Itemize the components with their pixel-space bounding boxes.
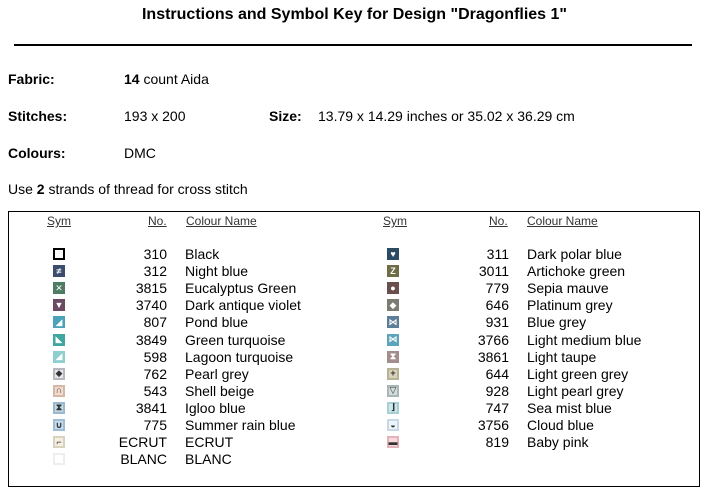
cup-icon: ∪ bbox=[53, 419, 65, 431]
instruction-note bbox=[8, 181, 248, 197]
size-value: 13.79 x 14.29 inches or 35.02 x 36.29 cm bbox=[318, 108, 575, 124]
colour-name: Shell beige bbox=[185, 382, 255, 399]
colour-name-header-left: Colour Name bbox=[186, 214, 257, 228]
note-prefix: Use bbox=[8, 181, 37, 197]
colour-name: Dark antique violet bbox=[185, 297, 301, 314]
half-circle-icon: ◒ bbox=[387, 419, 399, 431]
bowtie-small-icon: ⋈ bbox=[388, 334, 398, 344]
dmc-number: 3740 bbox=[135, 297, 167, 314]
dmc-number: 747 bbox=[485, 399, 509, 416]
dmc-number: ECRUT bbox=[118, 434, 167, 451]
dmc-number: 543 bbox=[143, 382, 167, 399]
dmc-number: 775 bbox=[143, 417, 167, 433]
hourglass-icon: ⧗ bbox=[53, 402, 65, 414]
no-header-right: No. bbox=[489, 214, 508, 228]
colour-name: ECRUT bbox=[185, 434, 234, 451]
plus-icon: + bbox=[387, 368, 399, 380]
small-triangle-icon: ◢ bbox=[53, 351, 65, 363]
dmc-number: 762 bbox=[143, 365, 167, 382]
dmc-number: 598 bbox=[143, 348, 167, 365]
sym-header-right: Sym bbox=[383, 214, 407, 228]
colour-name: Summer rain blue bbox=[185, 417, 296, 433]
fabric-value bbox=[124, 71, 209, 87]
key-row-right bbox=[9, 366, 689, 383]
colour-name: Lagoon turquoise bbox=[185, 348, 294, 365]
fabric-type: count Aida bbox=[139, 71, 209, 87]
dmc-number: 928 bbox=[485, 382, 509, 399]
stitches-label: Stitches: bbox=[8, 108, 68, 124]
colour-name: Light medium blue bbox=[527, 331, 642, 348]
dmc-number: 3849 bbox=[135, 331, 167, 348]
dmc-number: 3011 bbox=[478, 263, 509, 280]
key-row-right bbox=[9, 332, 689, 349]
corner-icon: ⌋ bbox=[387, 402, 399, 414]
triangle-down-icon: ▼ bbox=[54, 299, 64, 310]
key-row-right bbox=[9, 417, 689, 434]
colour-name: Platinum grey bbox=[527, 297, 613, 314]
colour-name: BLANC bbox=[185, 451, 232, 468]
page-title: Instructions and Symbol Key for Design "Dragonflies 1" bbox=[141, 6, 568, 23]
colours-label: Colours: bbox=[8, 145, 66, 161]
bowtie-icon: ⋈ bbox=[388, 316, 398, 327]
corner-triangle-icon: ◢ bbox=[53, 316, 65, 328]
colour-name: Light green grey bbox=[527, 365, 629, 382]
hook-icon: ⌐ bbox=[53, 436, 65, 448]
diamond-icon: ◆ bbox=[53, 368, 65, 380]
colour-name: Artichoke green bbox=[527, 263, 626, 280]
dmc-number: 311 bbox=[486, 246, 509, 262]
dmc-number: 3861 bbox=[477, 348, 509, 365]
note-suffix: strands of thread for cross stitch bbox=[44, 181, 248, 197]
hourglass-icon: ⧗ bbox=[387, 351, 399, 363]
colours-value: DMC bbox=[124, 145, 156, 161]
colour-name: Cloud blue bbox=[527, 417, 594, 433]
key-row-right bbox=[9, 246, 689, 263]
circle-icon: ● bbox=[387, 282, 399, 294]
colour-name: Sepia mauve bbox=[527, 280, 609, 297]
heart-icon: ♥ bbox=[387, 248, 399, 260]
arch-icon: ∩ bbox=[53, 385, 65, 397]
colour-name: Dark polar blue bbox=[527, 246, 622, 262]
dmc-number: 3841 bbox=[135, 399, 167, 416]
key-row-right bbox=[9, 383, 689, 400]
colour-name: Green turquoise bbox=[185, 331, 286, 348]
key-row-right bbox=[9, 263, 689, 280]
dmc-number: 644 bbox=[485, 365, 509, 382]
colour-name: Light taupe bbox=[527, 348, 597, 365]
key-row-right bbox=[9, 434, 689, 451]
triangle-outline-icon: ▽ bbox=[387, 385, 399, 397]
dmc-number: 312 bbox=[143, 263, 167, 280]
size-label: Size: bbox=[269, 108, 302, 124]
blank-square-icon bbox=[53, 453, 65, 465]
dmc-number: 3766 bbox=[477, 331, 509, 348]
colour-name: Eucalyptus Green bbox=[185, 280, 297, 297]
sym-header-left: Sym bbox=[47, 214, 71, 228]
key-row-right bbox=[9, 349, 689, 366]
dmc-number: 646 bbox=[485, 297, 509, 314]
z-icon: Z bbox=[387, 265, 399, 277]
key-row-left bbox=[9, 451, 689, 468]
x-icon: ✕ bbox=[53, 282, 65, 294]
key-row-right bbox=[9, 314, 689, 331]
key-row-right bbox=[9, 297, 689, 314]
dmc-number: BLANC bbox=[120, 451, 167, 468]
colour-name-header-right: Colour Name bbox=[527, 214, 598, 228]
no-header-left: No. bbox=[148, 214, 167, 228]
colour-name: Blue grey bbox=[527, 314, 587, 331]
colour-name: Light pearl grey bbox=[527, 382, 624, 399]
key-row-right bbox=[9, 280, 689, 297]
colour-name: Pond blue bbox=[185, 314, 249, 331]
fabric-label: Fabric: bbox=[8, 71, 55, 87]
key-row-right bbox=[9, 400, 689, 417]
title-underline bbox=[14, 44, 692, 46]
dmc-number: 779 bbox=[485, 280, 509, 297]
left-triangle-icon: ◣ bbox=[53, 334, 65, 346]
colour-name: Pearl grey bbox=[185, 365, 249, 382]
colour-name: Baby pink bbox=[527, 434, 589, 451]
dmc-number: 931 bbox=[485, 314, 509, 331]
dmc-number: 3815 bbox=[135, 280, 167, 297]
dmc-number: 807 bbox=[143, 314, 167, 331]
fabric-count: 14 bbox=[124, 71, 140, 87]
colour-name: Black bbox=[185, 246, 220, 262]
dmc-number: 3756 bbox=[477, 417, 509, 433]
dmc-number: 819 bbox=[485, 434, 509, 451]
dmc-number: 310 bbox=[143, 246, 167, 262]
bar-icon: ▬ bbox=[388, 436, 398, 447]
colour-name: Igloo blue bbox=[185, 399, 246, 416]
strand-count: 2 bbox=[36, 181, 45, 197]
colour-name: Night blue bbox=[185, 263, 249, 280]
diamond-icon: ◆ bbox=[387, 299, 399, 311]
symbol-key-table bbox=[8, 211, 700, 487]
stitches-value: 193 x 200 bbox=[124, 108, 186, 124]
colour-name: Sea mist blue bbox=[527, 399, 612, 416]
not-equal-icon: ≠ bbox=[53, 265, 65, 277]
